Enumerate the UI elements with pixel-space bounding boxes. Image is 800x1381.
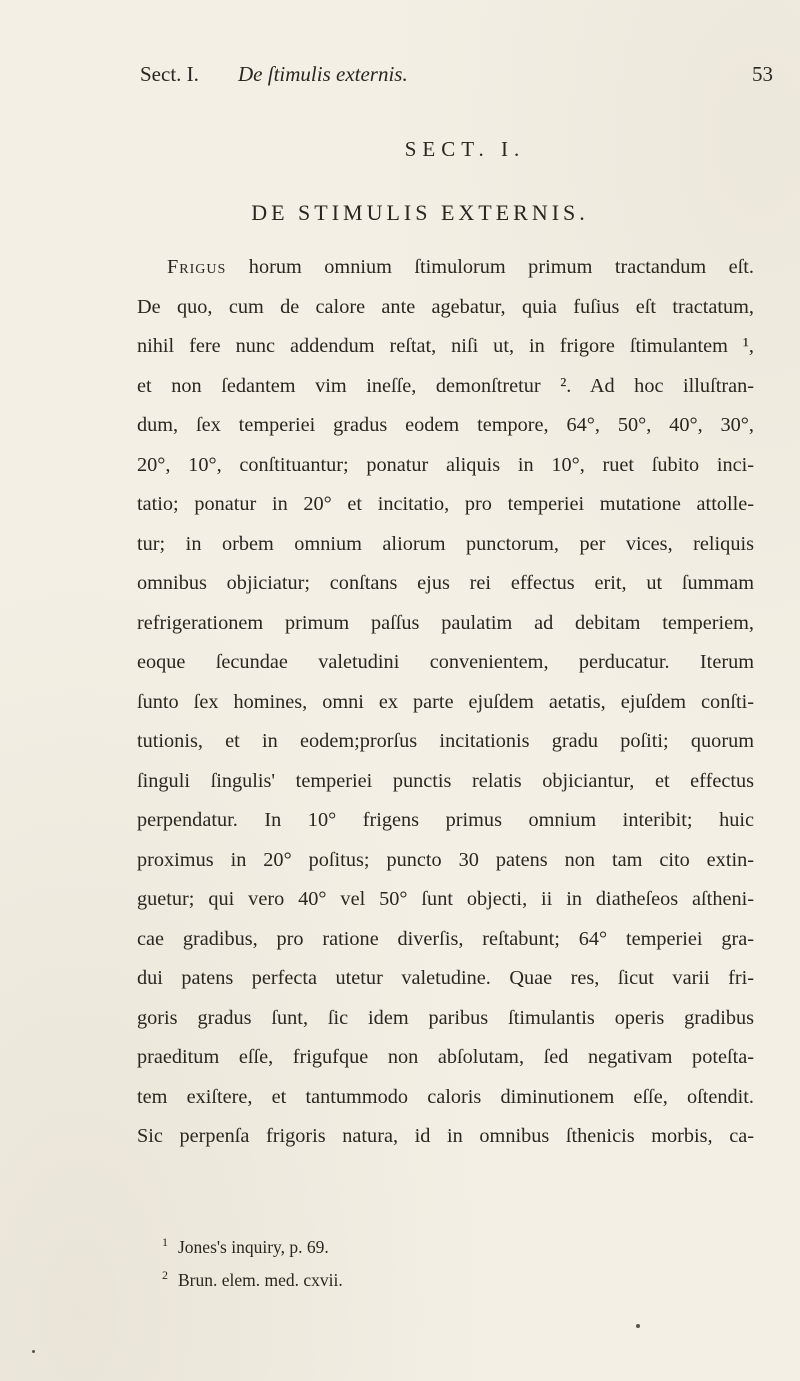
text-line: tatio; ponatur in 20° et incitatio, pro temperiei mutatione attolle- <box>137 493 754 515</box>
footnote-text: Jones's inquiry, p. 69. <box>178 1236 329 1257</box>
page-number: 53 <box>752 62 773 86</box>
ink-speck <box>636 1324 640 1328</box>
text-line: praeditum eſſe, frigufque non abſolutam, ſed negativam poteſta- <box>137 1046 754 1068</box>
text-line: dum, ſex temperiei gradus eodem tempore, 64°, 50°, 40°, 30°, <box>137 414 754 436</box>
text-line: perpendatur. In 10° frigens primus omnium interibit; huic <box>137 809 754 831</box>
text-line: proximus in 20° poſitus; puncto 30 patens non tam cito extin- <box>137 848 754 871</box>
text-line: nihil fere nunc addendum reſtat, niſi ut, in frigore ſtimulantem ¹, <box>137 335 754 357</box>
text-line: De quo, cum de calore ante agebatur, quia fuſius eſt tractatum, <box>137 295 754 318</box>
text-line: tur; in orbem omnium aliorum punctorum, per vices, reliquis <box>137 532 754 555</box>
section-heading: SECT. I. <box>404 137 526 161</box>
text-line: ſinguli ſingulis' temperiei punctis relatis objiciantur, et effectus <box>137 769 754 792</box>
chapter-heading: DE STIMULIS EXTERNIS. <box>251 200 589 225</box>
footnotes <box>162 1228 343 1294</box>
text-line: Frigus horum omnium ſtimulorum primum tractandum eſt. <box>167 256 754 278</box>
ink-speck <box>32 1350 35 1353</box>
footnote-mark: 2 <box>162 1267 168 1282</box>
text-line: Sic perpenſa frigoris natura, id in omnibus ſthenicis morbis, ca- <box>137 1125 754 1147</box>
drop-word: Frigus <box>167 256 227 278</box>
footnote-text: Brun. elem. med. cxvii. <box>178 1269 343 1290</box>
section-marker: Sect. I. <box>140 62 199 86</box>
footnote <box>162 1261 343 1294</box>
footnote-mark: 1 <box>162 1235 168 1249</box>
running-head <box>0 62 800 94</box>
text-line: ſunto ſex homines, omni ex parte ejuſdem aetatis, ejuſdem conſti- <box>137 690 754 713</box>
text-line: refrigerationem primum paſſus paulatim ad debitam temperiem, <box>137 611 754 634</box>
body-paragraph <box>137 248 754 1157</box>
text-line: dui patens perfecta utetur valetudine. Quae res, ſicut varii fri- <box>137 967 754 989</box>
running-title: De ſtimulis externis. <box>238 62 408 86</box>
text-line: cae gradibus, pro ratione diverſis, reſtabunt; 64° temperiei gra- <box>137 927 754 950</box>
text-line: eoque ſecundae valetudini convenientem, perducatur. Iterum <box>137 651 754 673</box>
footnote <box>162 1228 343 1261</box>
text-line: guetur; qui vero 40° vel 50° ſunt objecti, ii in diatheſeos aſtheni- <box>137 888 754 910</box>
text-line: et non ſedantem vim ineſſe, demonſtretur ². Ad hoc illuſtran- <box>137 374 754 397</box>
text-line: tem exiſtere, et tantummodo caloris diminutionem eſſe, oſtendit. <box>137 1085 754 1108</box>
text-line: goris gradus ſunt, ſic idem paribus ſtimulantis operis gradibus <box>137 1006 754 1029</box>
text-line: 20°, 10°, conſtituantur; ponatur aliquis in 10°, ruet ſubito inci- <box>137 453 754 476</box>
text-line: omnibus objiciatur; conſtans ejus rei effectus erit, ut ſummam <box>137 572 754 594</box>
text-line: tutionis, et in eodem;prorſus incitationis gradu poſiti; quorum <box>137 730 754 752</box>
